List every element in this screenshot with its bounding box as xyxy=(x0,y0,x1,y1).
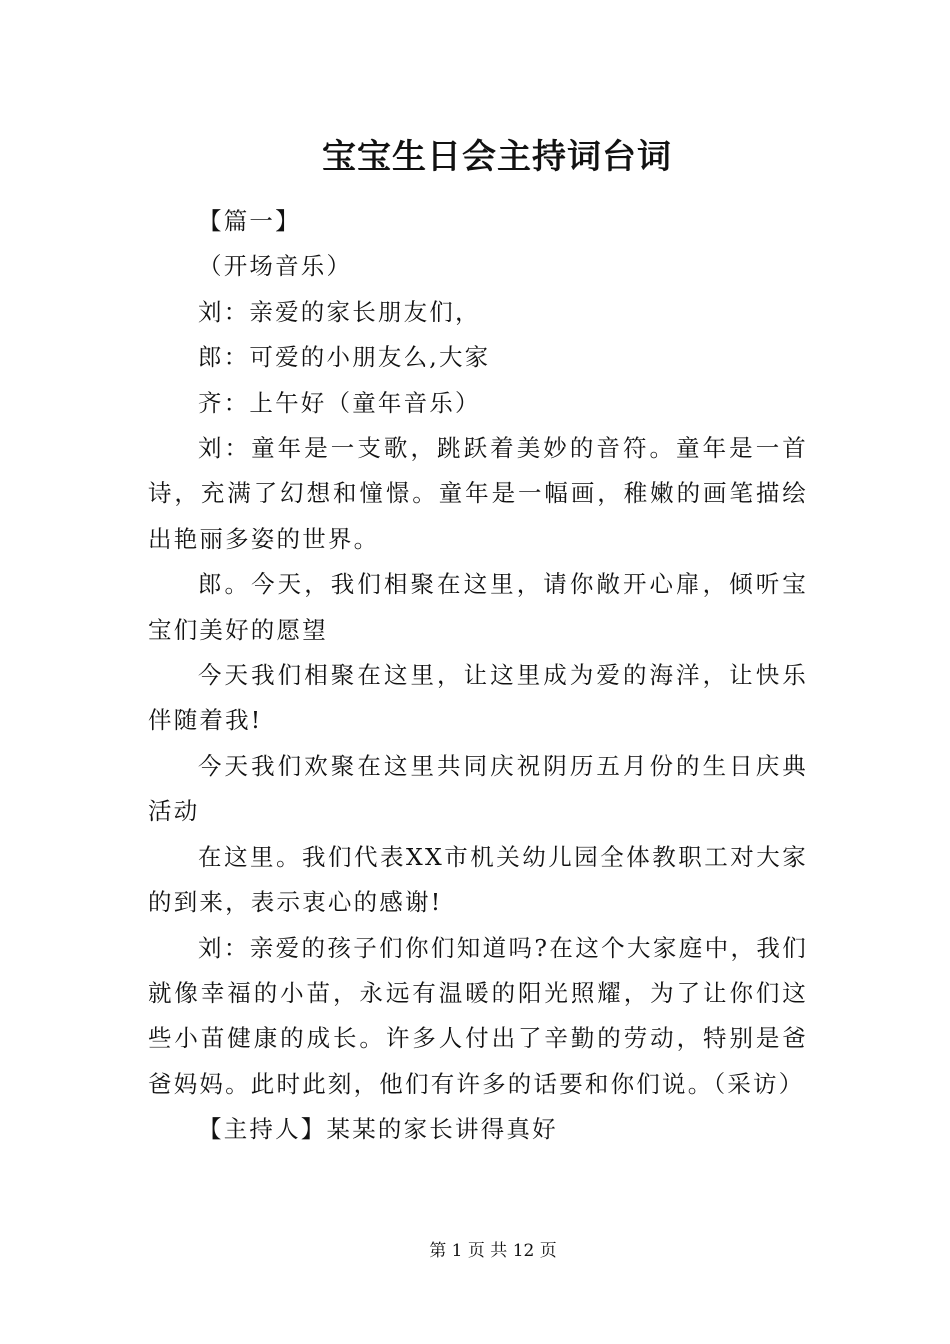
paragraph: 齐：上午好（童年音乐） xyxy=(198,388,481,417)
document-body xyxy=(148,199,808,1153)
paragraph: 刘：童年是一支歌，跳跃着美妙的音符。童年是一首诗，充满了幻想和憧憬。童年是一幅画，稚嫩的画笔描绘出艳丽多姿的世界。 xyxy=(148,434,808,553)
paragraph: 郎：可爱的小朋友么,大家 xyxy=(198,343,491,372)
paragraph: 在这里。我们代表XX市机关幼儿园全体教职工对大家的到来，表示衷心的感谢! xyxy=(148,842,808,917)
paragraph: 刘：亲爱的孩子们你们知道吗?在这个大家庭中，我们就像幸福的小苗，永远有温暖的阳光照耀，为了让你们这些小苗健康的成长。许多人付出了辛勤的劳动，特别是爸爸妈妈。此时此刻，他们有许多的话要和你们说。（采访） xyxy=(148,933,808,1098)
section-heading: 【篇一】 xyxy=(198,207,301,235)
page-number-footer: 第 1 页 共 12 页 xyxy=(429,1241,557,1261)
paragraph: 今天我们相聚在这里，让这里成为爱的海洋，让快乐伴随着我! xyxy=(148,661,808,735)
paragraph: 【主持人】某某的家长讲得真好 xyxy=(198,1115,558,1144)
document-title: 宝宝生日会主持词台词 xyxy=(322,137,672,177)
paragraph: 今天我们欢聚在这里共同庆祝阴历五月份的生日庆典活动 xyxy=(148,751,808,826)
paragraph: 郎。今天，我们相聚在这里，请你敞开心扉，倾听宝宝们美好的愿望 xyxy=(148,570,808,644)
paragraph: 刘：亲爱的家长朋友们， xyxy=(198,297,481,326)
paragraph: （开场音乐） xyxy=(198,252,353,281)
